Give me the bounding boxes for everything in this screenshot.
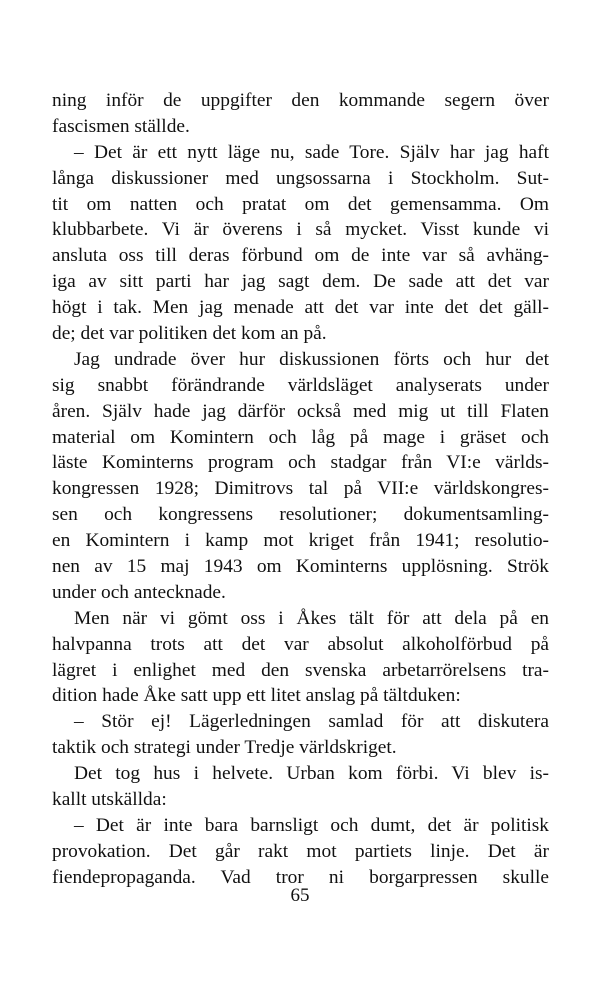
text-line: de; det var politiken det kom an på. [52,323,327,345]
book-page-text [52,88,549,891]
text-line: ning inför de uppgifter den kommande segern över [52,90,549,111]
text-line: en Komintern i kamp mot kriget från 1941; resolutio- [52,530,549,552]
text-line: halvpanna trots att det var absolut alkoholförbud på [52,633,549,655]
text-line: tit om natten och pratat om det gemensamma. Om [52,193,549,215]
text-line: kallt utskällda: [52,789,167,811]
text-line: – Stör ej! Lägerledningen samlad för att diskutera [74,711,549,733]
text-line: Jag undrade över hur diskussionen förts och hur det [74,348,549,370]
text-line: provokation. Det går rakt mot partiets linje. Det är [52,840,549,862]
text-line: sen och kongressens resolutioner; dokumentsamling- [52,504,549,526]
text-line: fiendepropaganda. Vad tror ni borgarpressen skulle [52,866,549,888]
text-line: klubbarbete. Vi är överens i så mycket. Visst kunde vi [52,219,549,241]
text-line: fascismen ställde. [52,115,190,137]
text-line: lägret i enlighet med den svenska arbetarrörelsens tra- [52,659,549,681]
page-number: 65 [290,885,310,906]
text-line: nen av 15 maj 1943 om Kominterns upplösning. Strök [52,556,549,578]
text-line: åren. Själv hade jag därför också med mig ut till Flaten [52,400,549,422]
text-line: material om Komintern och låg på mage i gräset och [52,426,549,448]
text-line: ansluta oss till deras förbund om de inte var så avhäng- [52,245,549,267]
text-line: Det tog hus i helvete. Urban kom förbi. Vi blev is- [74,763,549,785]
text-line: iga av sitt parti har jag sagt dem. De sade att det var [52,271,549,293]
text-line: kongressen 1928; Dimitrovs tal på VII:e världskongres- [52,478,549,500]
text-line: under och antecknade. [52,581,226,603]
text-line: – Det är ett nytt läge nu, sade Tore. Själv har jag haft [74,141,549,163]
text-line: sig snabbt förändrande världsläget analyserats under [52,374,549,396]
text-line: taktik och strategi under Tredje världskriget. [52,737,397,759]
text-line: – Det är inte bara barnsligt och dumt, det är politisk [74,814,549,836]
text-line: dition hade Åke satt upp ett litet anslag på tältduken: [52,685,461,707]
text-line: högt i tak. Men jag menade att det var inte det det gäll- [52,297,549,319]
text-line: läste Kominterns program och stadgar från VI:e världs- [52,452,549,474]
text-line: Men när vi gömt oss i Åkes tält för att dela på en [74,607,549,629]
text-line: långa diskussioner med ungsossarna i Stockholm. Sut- [52,167,549,189]
